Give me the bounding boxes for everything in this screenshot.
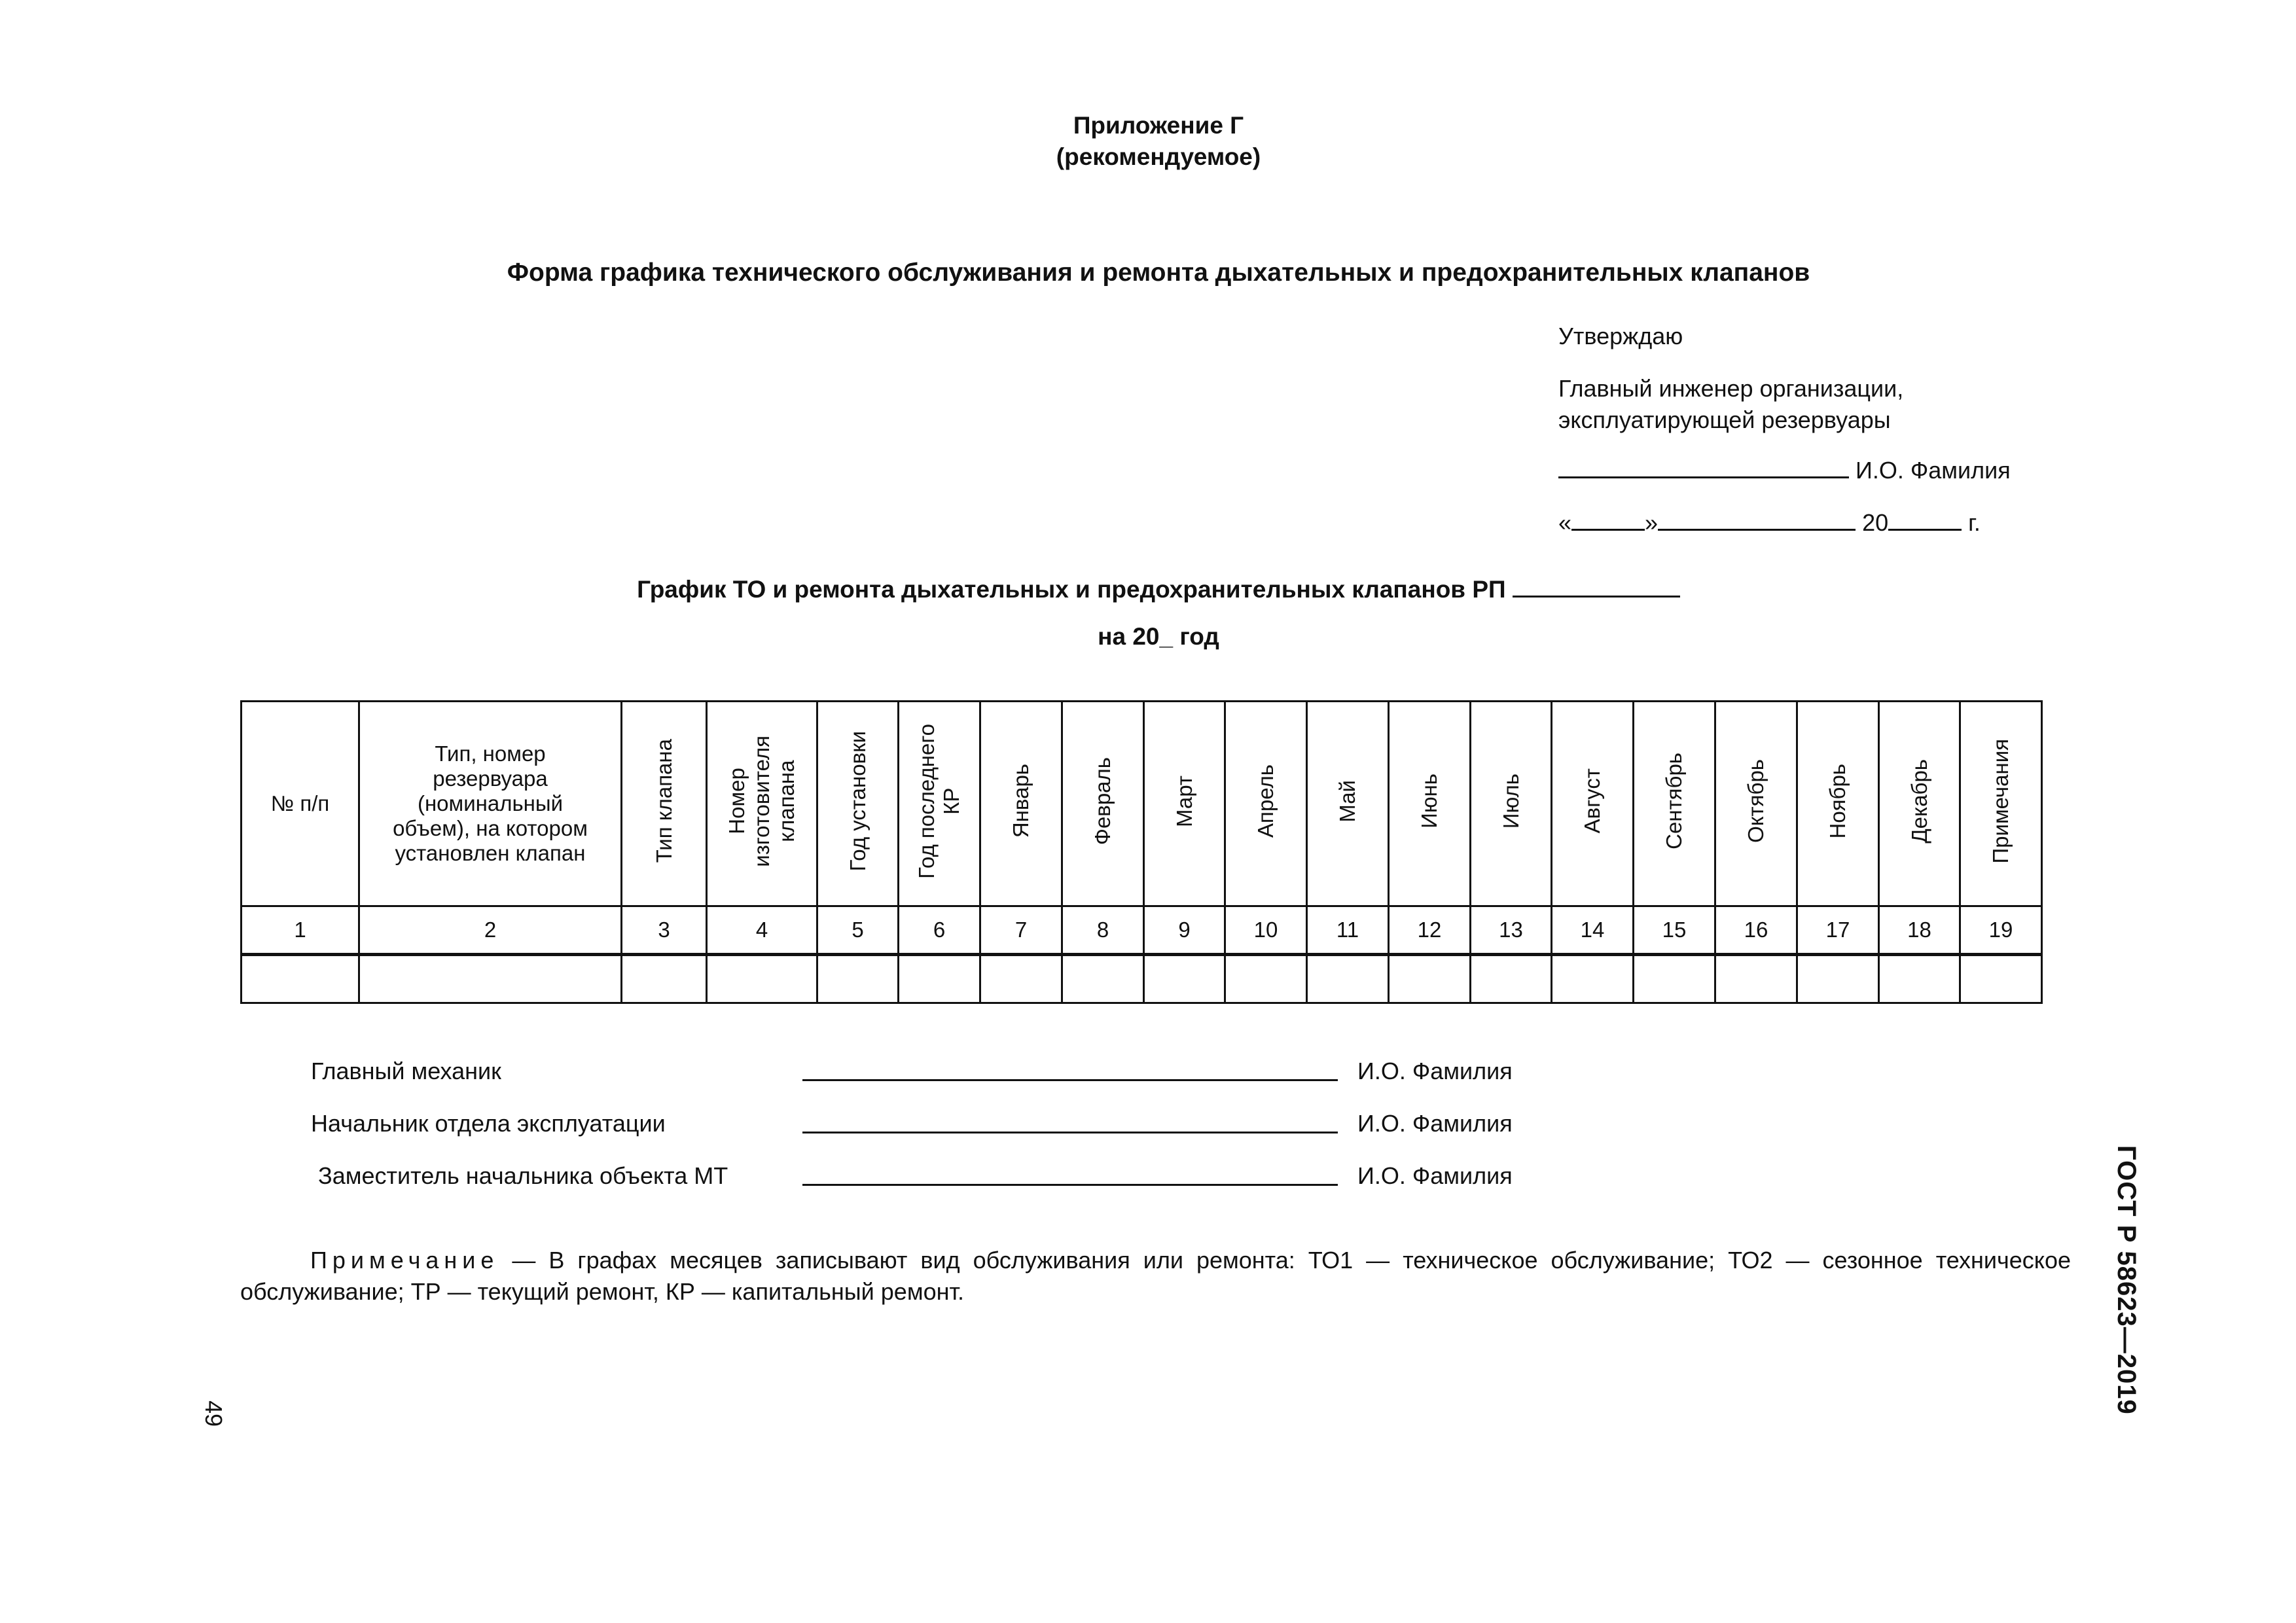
approval-date-row <box>1558 507 1981 539</box>
table-cell[interactable] <box>1471 955 1552 1003</box>
table-cell[interactable] <box>622 955 707 1003</box>
table-cell[interactable] <box>1144 955 1225 1003</box>
table-cell[interactable] <box>1225 955 1307 1003</box>
column-number-cell: 1 <box>242 906 359 955</box>
header-month-february: Февраль <box>1090 757 1115 846</box>
approver-position-line1: Главный инженер организации, <box>1558 375 1904 402</box>
signature-row-operations-head <box>0 1108 2160 1139</box>
schedule-title: График ТО и ремонта дыхательных и предохранительных клапанов РП <box>637 576 1506 603</box>
appendix-subtitle: (рекомендуемое) <box>1056 143 1261 170</box>
header-month-september: Сентябрь <box>1662 753 1686 849</box>
table-cell[interactable] <box>707 955 817 1003</box>
approver-signature-row <box>1558 455 2011 486</box>
header-cell <box>1389 702 1471 906</box>
date-year-line <box>1888 509 1962 531</box>
column-number-cell: 6 <box>899 906 980 955</box>
signature-line <box>802 1132 1338 1133</box>
signature-role: Заместитель начальника объекта МТ <box>318 1162 728 1189</box>
signature-role: Начальник отдела эксплуатации <box>311 1110 666 1137</box>
table-row <box>242 955 2042 1003</box>
page-number: 49 <box>200 1400 227 1427</box>
header-cell <box>1960 702 2042 906</box>
header-cell <box>1797 702 1879 906</box>
header-tank: Тип, номер резервуара (номинальный объем), на котором установлен клапан <box>393 741 588 865</box>
header-cell <box>1144 702 1225 906</box>
header-month-october: Октябрь <box>1744 759 1768 843</box>
column-number-cell: 11 <box>1307 906 1389 955</box>
column-number-cell: 14 <box>1552 906 1634 955</box>
approver-name: И.О. Фамилия <box>1856 457 2011 484</box>
date-year-suffix: г. <box>1968 509 1981 536</box>
header-month-july: Июль <box>1498 773 1523 829</box>
note <box>240 1245 2071 1308</box>
header-valve-type: Тип клапана <box>651 739 676 863</box>
signature-line <box>802 1184 1338 1186</box>
signature-role: Главный механик <box>311 1058 501 1084</box>
column-number-cell: 3 <box>622 906 707 955</box>
header-cell <box>707 702 817 906</box>
table-cell[interactable] <box>242 955 359 1003</box>
header-install-year: Год установки <box>845 730 870 872</box>
column-number-cell: 8 <box>1062 906 1144 955</box>
schedule-year: на 20_ год <box>1098 623 1219 650</box>
standard-code: ГОСТ Р 58623—2019 <box>2112 1145 2141 1415</box>
appendix-heading <box>0 110 2296 173</box>
header-cell <box>359 702 622 906</box>
table-cell[interactable] <box>817 955 899 1003</box>
header-month-august: Август <box>1580 768 1604 834</box>
header-cell <box>1552 702 1634 906</box>
table-cell[interactable] <box>359 955 622 1003</box>
header-cell <box>1471 702 1552 906</box>
header-cell <box>817 702 899 906</box>
table-cell[interactable] <box>1715 955 1797 1003</box>
schedule-table <box>240 700 2043 1004</box>
column-number-cell: 15 <box>1634 906 1715 955</box>
column-number-cell: 19 <box>1960 906 2042 955</box>
signature-line <box>802 1079 1338 1081</box>
note-text: — В графах месяцев записывают вид обслуживания или ремонта: ТО1 — техническое обслуживание; ТО2 — сезонное техническое обслуживание; ТР — текущий ремонт, КР — капитальный ремонт. <box>240 1247 2071 1305</box>
column-number-cell: 17 <box>1797 906 1879 955</box>
approver-position <box>1558 373 1903 436</box>
appendix-title: Приложение Г <box>1073 112 1244 139</box>
column-number-cell: 5 <box>817 906 899 955</box>
date-month-line <box>1658 509 1856 531</box>
header-manufacturer-number: Номер изготовителя клапана <box>725 735 798 867</box>
header-month-january: Январь <box>1009 764 1033 838</box>
table-cell[interactable] <box>1634 955 1715 1003</box>
table-column-numbers-row <box>242 906 2042 955</box>
table-cell[interactable] <box>1062 955 1144 1003</box>
table-cell[interactable] <box>1797 955 1879 1003</box>
column-number-cell: 9 <box>1144 906 1225 955</box>
header-month-june: Июнь <box>1417 774 1441 829</box>
header-month-december: Декабрь <box>1907 758 1931 844</box>
schedule-title-row <box>0 576 2296 603</box>
header-cell <box>980 702 1062 906</box>
column-number-cell: 4 <box>707 906 817 955</box>
column-number-cell: 10 <box>1225 906 1307 955</box>
date-year-prefix: 20 <box>1862 509 1889 536</box>
approver-signature-line <box>1558 457 1849 478</box>
signature-row-chief-mechanic <box>0 1056 2160 1087</box>
header-cell <box>622 702 707 906</box>
header-last-repair-year: Год последнего КР <box>914 723 963 879</box>
table-cell[interactable] <box>980 955 1062 1003</box>
signature-row-deputy-head <box>0 1160 2160 1192</box>
header-notes: Примечания <box>1988 738 2013 864</box>
header-cell <box>1225 702 1307 906</box>
column-number-cell: 13 <box>1471 906 1552 955</box>
header-cell <box>1634 702 1715 906</box>
header-cell <box>1715 702 1797 906</box>
header-cell <box>1062 702 1144 906</box>
signature-name: И.О. Фамилия <box>1357 1162 1513 1189</box>
header-cell <box>1307 702 1389 906</box>
column-number-cell: 7 <box>980 906 1062 955</box>
date-day-line <box>1571 509 1645 531</box>
schedule-rp-line <box>1513 576 1680 597</box>
column-number-cell: 12 <box>1389 906 1471 955</box>
table-cell[interactable] <box>1389 955 1471 1003</box>
header-month-april: Апрель <box>1253 764 1278 838</box>
date-open-quote: « <box>1558 509 1572 536</box>
signature-name: И.О. Фамилия <box>1357 1058 1513 1084</box>
table-cell[interactable] <box>899 955 980 1003</box>
header-cell <box>242 702 359 906</box>
approver-position-line2: эксплуатирующей резервуары <box>1558 406 1891 433</box>
column-number-cell: 2 <box>359 906 622 955</box>
header-cell <box>899 702 980 906</box>
header-month-may: Май <box>1335 779 1359 823</box>
column-number-cell: 16 <box>1715 906 1797 955</box>
header-month-march: Март <box>1172 775 1196 827</box>
header-month-november: Ноябрь <box>1825 763 1850 839</box>
column-number-cell: 18 <box>1879 906 1960 955</box>
table-cell[interactable] <box>1960 955 2042 1003</box>
table-cell[interactable] <box>1879 955 1960 1003</box>
signature-name: И.О. Фамилия <box>1357 1110 1513 1137</box>
approve-label: Утверждаю <box>1558 323 1683 349</box>
header-cell <box>1879 702 1960 906</box>
table-cell[interactable] <box>1552 955 1634 1003</box>
form-title: Форма графика технического обслуживания и ремонта дыхательных и предохранительных клапанов <box>507 259 1810 287</box>
note-label: Примечание <box>310 1247 499 1274</box>
header-number: № п/п <box>270 791 330 815</box>
table-header-row <box>242 702 2042 906</box>
date-close-quote: » <box>1645 509 1659 536</box>
table-cell[interactable] <box>1307 955 1389 1003</box>
